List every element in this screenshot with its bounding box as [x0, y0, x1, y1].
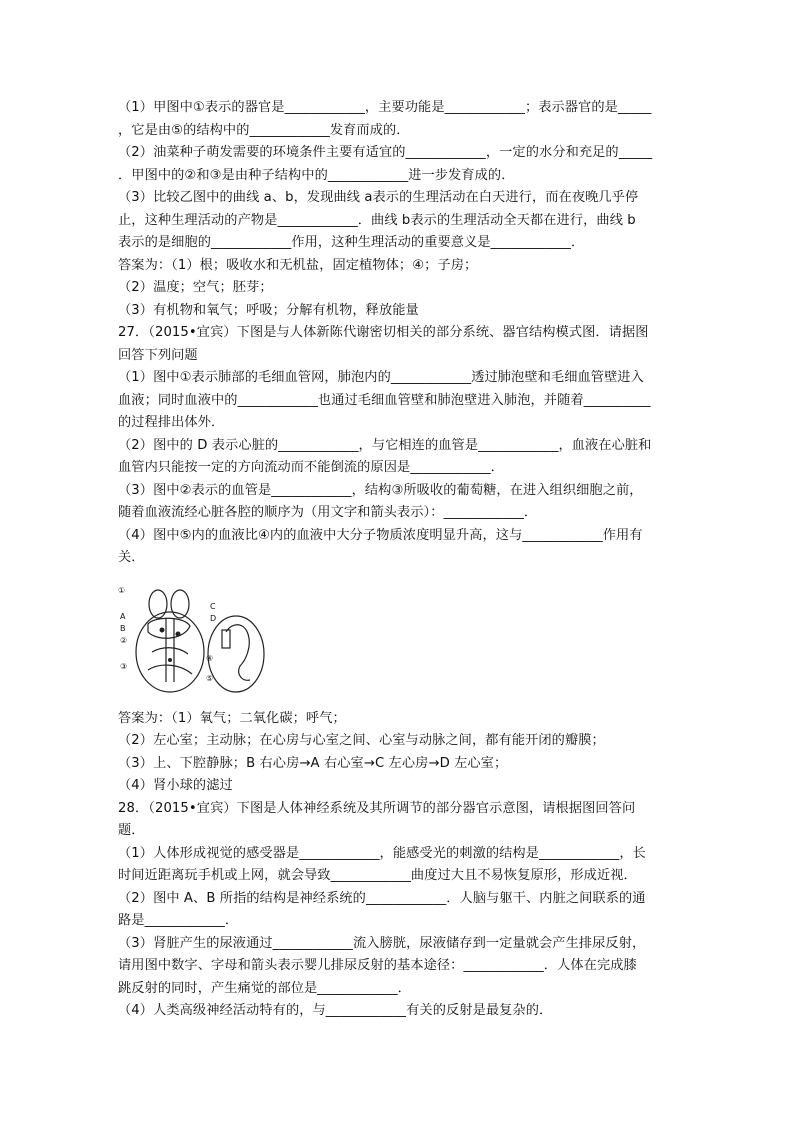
q27-part3-line2: 随着血液流经心脏各腔的顺序为（用文字和箭头表示）：____________．: [118, 505, 538, 520]
q27-header-line1: 27．（2015•宜宾）下图是与人体新陈代谢密切相关的部分系统、器官结构模式图．请据图: [118, 325, 649, 340]
q27-part3-line1: （3）图中②表示的血管是____________，结构③所吸收的葡萄糖，在进入组织细胞之前，: [118, 482, 643, 498]
q27-part2-line2: 血管内只能按一定的方向流动而不能倒流的原因是____________．: [118, 460, 504, 475]
q27-part1-line1: （1）图中①表示肺部的毛细血管网，肺泡内的____________透过肺泡壁和毛细血管壁进入: [118, 370, 644, 385]
q28-part1-line1: （1）人体形成视觉的感受器是____________，能感受光的刺激的结构是____________，长: [118, 845, 646, 861]
q26-part3-line3: 表示的是细胞的____________作用，这种生理活动的重要意义是____________．: [118, 235, 585, 250]
fig-label-2: ②: [120, 635, 128, 645]
q28-part3-line1: （3）肾脏产生的尿液通过____________流入膀胱，尿液储存到一定量就会产生排尿反射，: [118, 935, 646, 951]
q28-header-line1: 28．（2015•宜宾）下图是人体神经系统及其所调节的部分器官示意图，请根据图回答问: [118, 800, 636, 816]
fig-label-D: D: [210, 613, 217, 623]
fig-label-A: A: [120, 611, 126, 621]
q26-part2-line1: （2）油菜种子萌发需要的环境条件主要有适宜的____________，一定的水分和充足的_____: [118, 145, 653, 160]
q27-answer-2: （2）左心室；主动脉；在心房与心室之间、心室与动脉之间，都有能开闭的瓣膜；: [118, 733, 605, 748]
fig-label-B: B: [120, 623, 126, 633]
q26-part1-line2: ，它是由⑤的结构中的____________发育而成的．: [118, 122, 410, 138]
q28-part4-line1: （4）人类高级神经活动特有的，与____________有关的反射是最复杂的．: [118, 1003, 553, 1018]
q26-answer-1: 答案为：（1）根；吸收水和无机盐，固定植物体；④；子房；: [118, 257, 478, 273]
circulation-diagram-drawing: [118, 582, 278, 694]
q27-header-line2: 回答下列问题: [118, 347, 198, 363]
q28-part3-line3: 跳反射的同时，产生痛觉的部位是____________．: [118, 980, 411, 996]
q28-part2-line2: 路是____________．: [118, 913, 239, 928]
circulation-diagram: [118, 582, 278, 694]
q27-answer-1: 答案为：（1）氧气；二氧化碳；呼气；: [118, 710, 346, 726]
document-page: [118, 97, 678, 1023]
q27-part4-line2: 关．: [118, 550, 145, 565]
q26-answer-3: （3）有机物和氧气；呼吸；分解有机物，释放能量: [118, 302, 419, 318]
q26-part3-line2: 止，这种生理活动的产物是____________．曲线 b表示的生理活动全天都在进行，曲线 b: [118, 212, 636, 228]
q26-part3-line1: （3）比较乙图中的曲线 a、b，发现曲线 a表示的生理活动在白天进行，而在夜晚几乎停: [118, 190, 639, 205]
q27-part1-line2: 血液；同时血液中的____________也通过毛细血管壁和肺泡壁进入肺泡，并随着__________: [118, 392, 651, 408]
q28-header-line2: 题．: [118, 823, 145, 838]
q27-answer-4: （4）肾小球的滤过: [118, 778, 233, 793]
q27-part1-line3: 的过程排出体外．: [118, 415, 225, 430]
q26-part2-line2: ．甲图中的②和③是由种子结构中的____________进一步发育成的．: [118, 167, 515, 183]
q28-part3-line2: 请用图中数字、字母和箭头表示婴儿排尿反射的基本途径：____________．人体在完成膝: [118, 958, 637, 973]
q28-part2-line1: （2）图中 A、B 所指的结构是神经系统的____________．人脑与躯干、内脏之间联系的通: [118, 890, 646, 906]
q27-part4-line1: （4）图中⑤内的血液比④内的血液中大分子物质浓度明显升高，这与____________作用有: [118, 527, 643, 543]
q28-part1-line2: 时间近距离玩手机或上网，就会导致____________曲度过大且不易恢复原形，形成近视．: [118, 868, 637, 883]
fig-label-5: ⑤: [206, 673, 214, 683]
q27-part2-line1: （2）图中的 D 表示心脏的____________，与它相连的血管是____________，血液在心脏和: [118, 437, 652, 453]
q26-part1-line1: （1）甲图中①表示的器官是____________，主要功能是____________；表示器官的是_____: [118, 100, 652, 115]
fig-label-3: ③: [120, 661, 128, 671]
fig-label-4: ④: [206, 653, 214, 663]
fig-label-C: C: [210, 601, 216, 611]
q26-answer-2: （2）温度；空气；胚芽；: [118, 280, 273, 295]
q27-answer-3: （3）上、下腔静脉；B 右心房→A 右心室→C 左心房→D 左心室；: [118, 755, 508, 771]
fig-label-1: ①: [118, 585, 126, 595]
